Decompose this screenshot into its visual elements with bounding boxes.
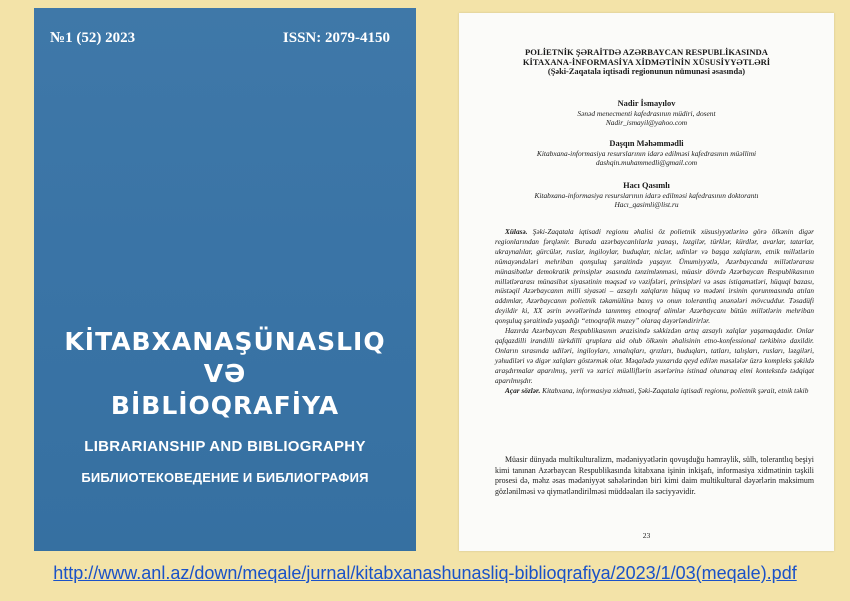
author-email: dashqin.muhammedli@gmail.com bbox=[595, 158, 698, 167]
article-title bbox=[479, 47, 814, 67]
author-name: Daşqın Məhəmmədli bbox=[609, 139, 684, 148]
abstract-text: Şəki-Zaqatala iqtisadi regionu əhalisi öz polietnik xüsusiyyətlərinə görə ölkənin digər regionlarından fərqlənir. Burada azərbaycanlılarla yanaşı, ləzgilər, türklər, kürdlər, avarlar, tatarlar, ukraynalılar, gürcülər, ruslar, ingiloylar, buduqlar, niclər, udinlər və başqa xalqların, etnik millətlərin nümayəndələri mehriban qonşuluq şəraitində yaşayır. Ümumiyyətlə, Azərbaycanda millətlərarası münasibətlər demokratik prinsiplər əsasında tənzimlənməsi, müasir dövrdə Azərbaycan Respublikasının millətlərarası münasibət siyasətinin məqsəd və vəzifələri, prinsipləri və əsas istiqamətləri, hüquqi bazası, müstəqil Azərbaycanın milli siyasəti – azsaylı xalqların hüquq və mədəni irsinin qorunmasında atılan addımlar, Azərbaycanın polietnik təkamülünə baxış və onun tolerantlıq ənənələri mövcuddur. Təsadüfi deyildir ki, XX əsrin əvvəllərində tanınmış etnoqraf alimlər Azərbaycanı bütün millətlərin mehriban qonşuluq şəraitində yaşadığı “etnoqrafik muzey” olaraq dəyərləndirirlər. bbox=[495, 227, 814, 326]
cover-title-line-1: KİTABXANAŞÜNASLIQ bbox=[64, 327, 386, 356]
page-number: 23 bbox=[642, 531, 651, 540]
author-block bbox=[469, 99, 824, 128]
abstract-paragraph bbox=[495, 227, 814, 326]
cover-title-line-3: BİBLİOQRAFİYA bbox=[110, 391, 340, 420]
author-email: Hacı_qasimli@list.ru bbox=[614, 200, 679, 209]
journal-cover bbox=[34, 8, 416, 551]
cover-title bbox=[34, 326, 416, 422]
keywords-label: Açar sözlər. bbox=[505, 385, 541, 395]
abstract-label: Xülasə. bbox=[505, 227, 528, 236]
keywords-paragraph bbox=[495, 386, 814, 396]
article-body-paragraph: Müasir dünyada multikulturalizm, mədəniyyətlərin qovuşduğu həmrəylik, sülh, tolerantlıq beşiyi kimi tanınan Azərbaycan Respublikasında kitabxana işinin inkişafı, informasiya xidmətinin təşkili prosesi də, məhz əsas mədəniyyət sahələrindən biri kimi daim multikultural dəyərlərin maksimum gözlənilməsi və qiymətləndirilməsi müddəaları ilə səciyyəvidir. bbox=[495, 455, 814, 497]
author-email: Nadir_ismayil@yahoo.com bbox=[605, 118, 688, 127]
author-name: Hacı Qasımlı bbox=[623, 181, 670, 190]
abstract-paragraph: Hazırda Azərbaycan Respublikasının ərazisində səkkizdən artıq azsaylı xalqlar yaşamaqdadır. Onlar qafqazdilli irandilli türkdilli qruplara aid olub ölkənin əhalisinin etno-konfessional tərkibinə daxildir. Onların sırasında udiləri, ingiloyları, xınalıqları, qrızları, buduqları, tatları, talışları, rusları, ləzgiləri, yəhudiləri və digər xalqları göstərmək olar. Məqalədə yuxarıda qeyd edilən məsələlər üzrə kompleks şəkildə araşdırmalar aparılmış, yerli və xarici müəlliflərin əsərlərinə istinad olunaraq elmi kontekstdə tədqiqat aparılmışdır. bbox=[495, 326, 814, 385]
author-block bbox=[469, 139, 824, 168]
author-name: Nadir İsmayılov bbox=[617, 99, 676, 108]
keywords-text: Kitabxana, informasiya xidməti, Şəki-Zaqatala iqtisadi regionu, polietnik şərait, etnik təkib bbox=[542, 385, 809, 395]
article-title-line-1: POLİETNİK ŞƏRAİTDƏ AZƏRBAYCAN RESPUBLİKASINDA bbox=[525, 47, 768, 57]
cover-subtitle-russian: БИБЛИОТЕКОВЕДЕНИЕ И БИБЛИОГРАФИЯ bbox=[81, 470, 369, 485]
cover-title-line-2: VƏ bbox=[203, 359, 247, 388]
cover-issn: ISSN: 2079-4150 bbox=[282, 30, 390, 46]
cover-subtitle-english: LIBRARIANSHIP AND BIBLIOGRAPHY bbox=[84, 438, 366, 455]
cover-issue-number: №1 (52) 2023 bbox=[50, 30, 136, 46]
author-block bbox=[469, 181, 824, 210]
author-position: Kitabxana-informasiya resurslarının idarə edilməsi kafedrasının doktorantı bbox=[534, 190, 759, 200]
article-title-line-2: KİTAXANA-İNFORMASİYA XİDMƏTİNİN XÜSUSİYYƏTLƏRİ bbox=[522, 57, 771, 67]
article-page bbox=[459, 13, 834, 551]
author-position: Sənəd menecmenti kafedrasının müdiri, dosent bbox=[577, 108, 716, 118]
author-position: Kitabxana-informasiya resurslarının idarə edilməsi kafedrasının müəllimi bbox=[536, 148, 757, 158]
article-subtitle: (Şəki-Zaqatala iqtisadi regionunun nümunəsi əsasında) bbox=[547, 67, 746, 76]
cover-header bbox=[34, 30, 416, 52]
article-abstract bbox=[495, 227, 814, 395]
source-url-link[interactable]: http://www.anl.az/down/meqale/jurnal/kitabxanashunasliq-biblioqrafiya/2023/1/03(meqale).pdf bbox=[53, 563, 797, 583]
